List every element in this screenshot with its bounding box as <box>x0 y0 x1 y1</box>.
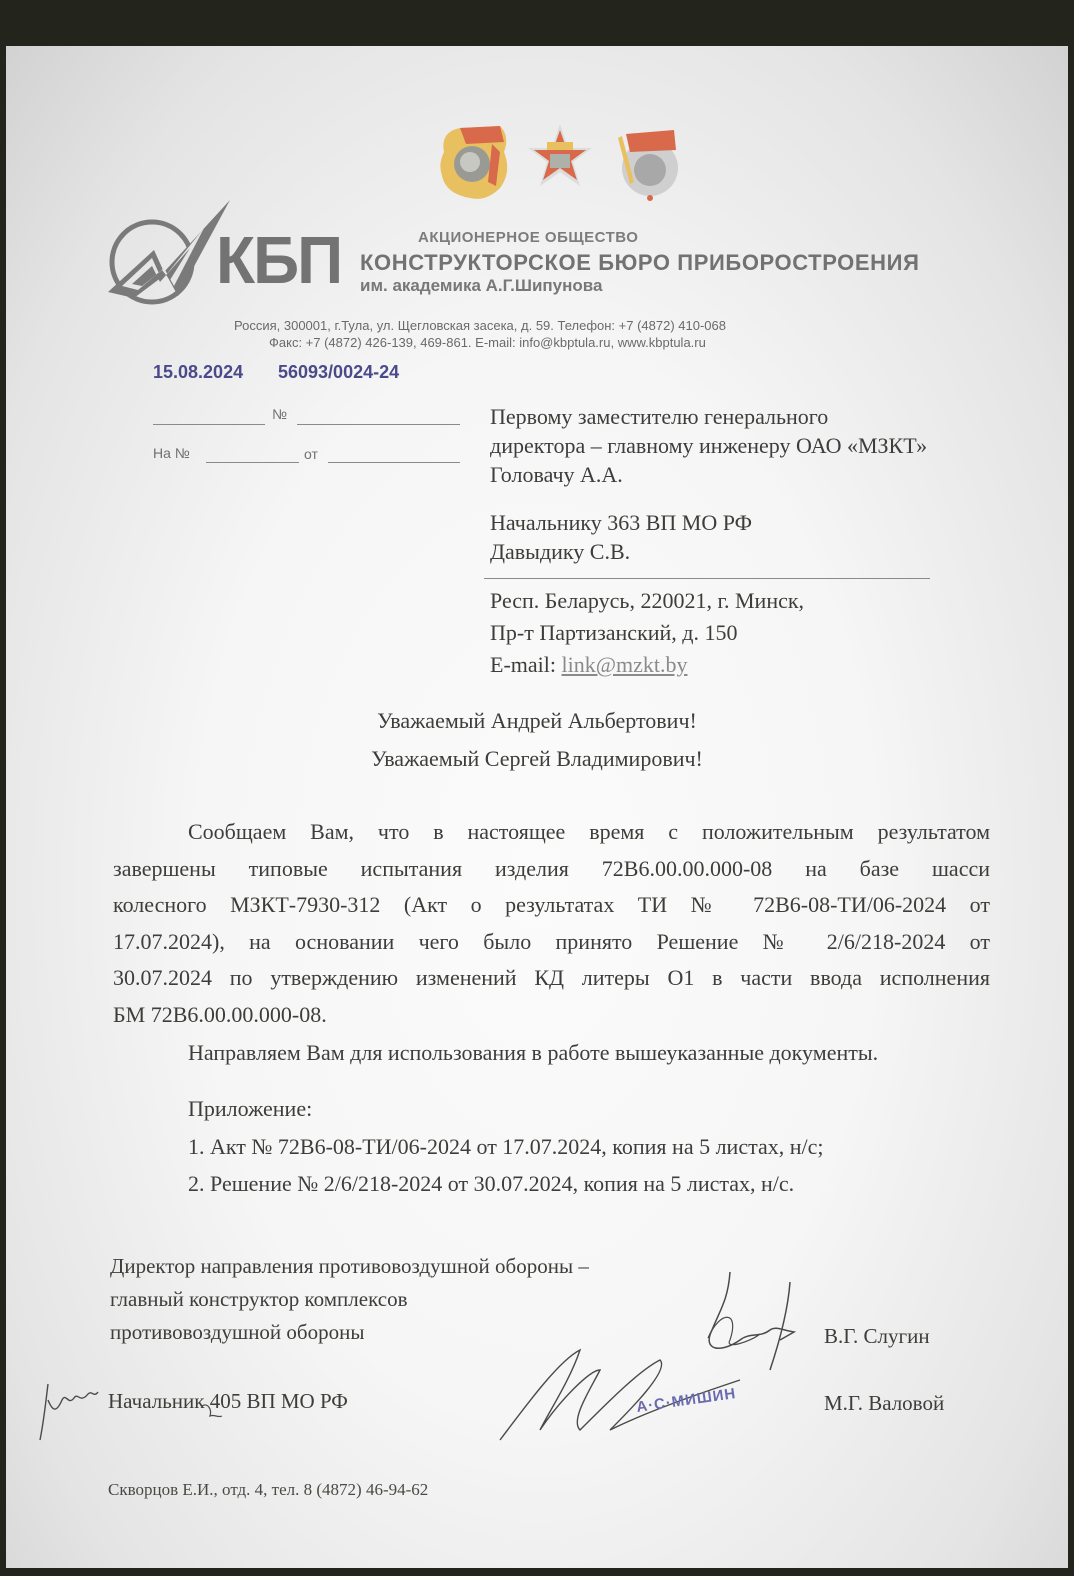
order-of-lenin-icon <box>440 126 507 199</box>
body-paragraph-1 <box>113 814 990 1033</box>
addressee-1 <box>490 402 927 489</box>
org-subtitle: им. академика А.Г.Шипунова <box>360 276 603 295</box>
address-line: Респ. Беларусь, 220021, г. Минск, <box>490 588 805 613</box>
kbp-logo-icon <box>104 196 234 306</box>
body-line: 17.07.2024), на основании чего было принято Решение № 2/6/218-2024 от <box>113 928 990 954</box>
initials-icon <box>26 1370 136 1450</box>
addressee-line: Начальнику 363 ВП МО РФ <box>490 510 752 535</box>
body-line: 30.07.2024 по утверждению изменений КД литеры О1 в части ввода исполнения <box>113 965 990 990</box>
body-line: Сообщаем Вам, что в настоящее время с положительным результатом <box>188 819 990 844</box>
body-line: колесного МЗКТ-7930-312 (Акт о результатах ТИ № 72В6-08-ТИ/06-2024 от <box>113 892 990 917</box>
addressee-divider <box>484 578 930 579</box>
reply-date-field <box>328 462 460 463</box>
email-label: E-mail: <box>490 652 562 677</box>
number-label: № <box>272 406 288 422</box>
outgoing-date-field <box>153 424 265 425</box>
org-contacts: Факс: +7 (4872) 426-139, 469-861. E-mail: info@kbptula.ru, www.kbptula.ru <box>269 335 706 350</box>
salutation-1: Уважаемый Андрей Альбертович! <box>377 708 697 733</box>
body-line: БМ 72В6.00.00.000-08. <box>113 1001 327 1027</box>
signer-2-title: Начальник 405 ВП МО РФ <box>108 1389 348 1413</box>
body-line: завершены типовые испытания изделия 72В6.00.00.000-08 на базе шасси <box>113 855 990 881</box>
addressee-line: директора – главному инженеру ОАО «МЗКТ» <box>490 433 928 458</box>
signer-1-name: В.Г. Слугин <box>824 1324 930 1348</box>
name-stamp: А·С·МИШИН <box>635 1385 738 1416</box>
registration-date: 15.08.2024 <box>153 362 244 382</box>
title-line: главный конструктор комплексов <box>110 1287 408 1311</box>
reply-to-label: На № <box>153 445 190 461</box>
org-type: АКЦИОНЕРНОЕ ОБЩЕСТВО <box>418 229 639 246</box>
outgoing-number-field <box>297 424 460 425</box>
addressee-2 <box>490 508 752 566</box>
reply-number-field <box>206 462 299 463</box>
attachment-item: 2. Решение № 2/6/218-2024 от 30.07.2024, копия на 5 листах, н/с. <box>188 1171 795 1196</box>
attachment-title: Приложение: <box>188 1096 313 1121</box>
title-line: противовоздушной обороны <box>110 1320 365 1344</box>
medals-row <box>430 122 690 202</box>
org-name: КОНСТРУКТОРСКОЕ БЮРО ПРИБОРОСТРОЕНИЯ <box>360 250 920 275</box>
title-line: Директор направления противовоздушной обороны – <box>110 1254 589 1278</box>
order-of-october-revolution-icon <box>528 124 592 186</box>
email-link[interactable]: link@mzkt.by <box>561 652 688 677</box>
addressee-line: Давыдику С.В. <box>490 539 631 564</box>
contact-footer: Скворцов Е.И., отд. 4, тел. 8 (4872) 46-94-62 <box>108 1480 429 1499</box>
signer-1-title <box>110 1250 589 1349</box>
body-paragraph-2: Направляем Вам для использования в работе вышеуказанные документы. <box>188 1040 879 1065</box>
attachment-item: 1. Акт № 72В6-08-ТИ/06-2024 от 17.07.2024, копия на 5 листах, н/с; <box>188 1134 824 1159</box>
order-of-red-banner-of-labour-icon <box>618 130 678 201</box>
addressee-line: Первому заместителю генерального <box>490 404 829 429</box>
signer-2-name: М.Г. Валовой <box>824 1391 945 1415</box>
from-label: от <box>304 446 318 462</box>
initials-mark-icon <box>200 1400 240 1430</box>
salutation-2: Уважаемый Сергей Владимирович! <box>371 746 703 771</box>
email-line <box>490 649 804 681</box>
addressee-line: Головачу А.А. <box>490 462 623 487</box>
logo-text: КБП <box>216 222 342 298</box>
org-address: Россия, 300001, г.Тула, ул. Щегловская засека, д. 59. Телефон: +7 (4872) 410-068 <box>234 318 726 333</box>
addressee-address <box>490 585 804 681</box>
registration-number: 56093/0024-24 <box>278 362 400 382</box>
address-line: Пр-т Партизанский, д. 150 <box>490 620 738 645</box>
